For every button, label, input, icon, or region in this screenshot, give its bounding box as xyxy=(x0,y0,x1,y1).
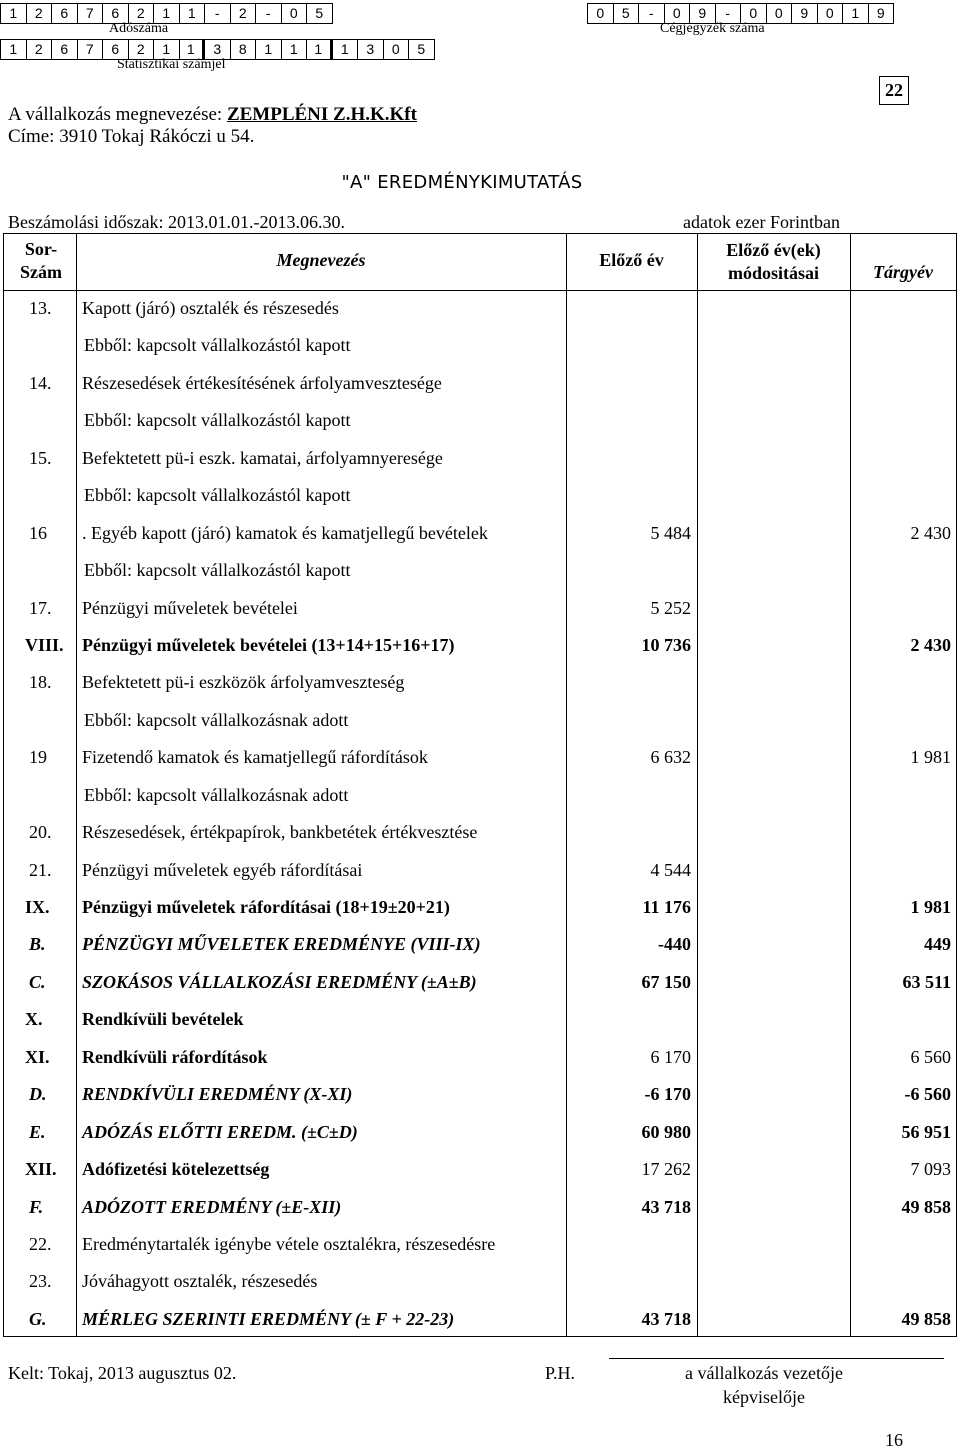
row-name: Ebből: kapcsolt vállalkozástól kapott xyxy=(84,335,351,356)
row-number: 16 xyxy=(29,522,47,543)
table-row xyxy=(3,964,957,1001)
header-previous-year-modifications: Előző év(ek) módositásai xyxy=(726,240,821,283)
row-name: Részesedések, értékpapírok, bankbetétek értékvesztése xyxy=(82,822,478,843)
digit-box: 1 xyxy=(307,40,333,59)
row-name: Kapott (járó) osztalék és részesedés xyxy=(82,298,339,318)
row-name: Ebből: kapcsolt vállalkozástól kapott xyxy=(84,410,351,431)
signer-title: a vállalkozás vezetője képviselője xyxy=(685,1363,843,1407)
table-row xyxy=(3,290,957,327)
row-number: E. xyxy=(29,1121,46,1142)
digit-box: 7 xyxy=(78,4,104,23)
table-row xyxy=(3,1301,957,1338)
current-year-value: 7 093 xyxy=(910,1159,951,1180)
previous-year-value: 6 632 xyxy=(650,747,691,768)
digit-box: 1 xyxy=(1,4,27,23)
previous-year-value: 67 150 xyxy=(641,971,691,992)
digit-box: 9 xyxy=(869,4,895,23)
digit-box: - xyxy=(205,4,231,23)
current-year-value: 6 560 xyxy=(910,1046,951,1067)
row-number: G. xyxy=(29,1308,47,1329)
row-name: ADÓZÁS ELŐTTI EREDM. (±C±D) xyxy=(82,1121,358,1142)
table-row xyxy=(3,1189,957,1226)
row-name: Pénzügyi műveletek egyéb ráfordításai xyxy=(82,859,363,880)
company-name-label: A vállalkozás megnevezése: xyxy=(8,104,223,125)
row-name: RENDKÍVÜLI EREDMÉNY (X-XI) xyxy=(82,1084,353,1105)
table-row xyxy=(3,1114,957,1151)
current-year-value: 63 511 xyxy=(902,971,951,992)
digit-box: 0 xyxy=(818,4,844,23)
row-name: Befektetett pü-i eszk. kamatai, árfolyamnyeresége xyxy=(82,447,443,468)
row-number: 23. xyxy=(29,1271,52,1292)
digit-box: 1 xyxy=(154,40,180,59)
company-register-caption: Cégjegyzék száma xyxy=(660,21,765,36)
digit-box: 1 xyxy=(333,40,359,59)
row-name: PÉNZÜGYI MŰVELETEK EREDMÉNYE (VIII-IX) xyxy=(82,934,481,955)
row-name: Adófizetési kötelezettség xyxy=(82,1159,270,1180)
stamp-placeholder: P.H. xyxy=(545,1363,576,1383)
digit-box: 9 xyxy=(792,4,818,23)
table-row xyxy=(3,1039,957,1076)
table-row xyxy=(3,365,957,402)
row-name: MÉRLEG SZERINTI EREDMÉNY (± F + 22-23) xyxy=(82,1308,455,1329)
row-number: 13. xyxy=(29,298,52,318)
digit-box: 3 xyxy=(205,40,231,59)
digit-box: 5 xyxy=(307,4,333,23)
row-number: B. xyxy=(29,934,46,955)
row-name: Befektetett pü-i eszközök árfolyamveszteség xyxy=(82,672,405,693)
digit-box: 0 xyxy=(767,4,793,23)
page-box: 22 xyxy=(879,76,909,105)
previous-year-value: 10 736 xyxy=(641,634,691,655)
row-name: Részesedések értékesítésének árfolyamvesztesége xyxy=(82,372,442,393)
row-number: IX. xyxy=(25,897,50,918)
row-name: SZOKÁSOS VÁLLALKOZÁSI EREDMÉNY (±A±B) xyxy=(82,971,477,992)
digit-box: 2 xyxy=(129,40,155,59)
company-name-value: ZEMPLÉNI Z.H.K.Kft xyxy=(226,104,417,125)
digit-box: 6 xyxy=(52,4,78,23)
row-number: 19 xyxy=(29,747,47,768)
previous-year-value: 4 544 xyxy=(650,859,691,880)
digit-box: - xyxy=(256,4,282,23)
row-number: 15. xyxy=(29,447,52,468)
current-year-value: 49 858 xyxy=(901,1196,951,1217)
table-row xyxy=(3,739,957,776)
row-name: Pénzügyi műveletek ráfordításai (18+19±20+21) xyxy=(82,897,450,918)
digit-box: - xyxy=(639,4,665,23)
tax-number-caption: Adószáma xyxy=(109,21,169,36)
previous-year-value: 60 980 xyxy=(641,1121,691,1142)
digit-box: 5 xyxy=(409,40,435,59)
digit-box: 1 xyxy=(180,4,206,23)
digit-box: 5 xyxy=(614,4,640,23)
table-row xyxy=(3,627,957,664)
table-row xyxy=(3,552,957,589)
table-row xyxy=(3,777,957,814)
table-row xyxy=(3,515,957,552)
table-row xyxy=(3,590,957,627)
unit-note: adatok ezer Forintban xyxy=(683,212,840,232)
previous-year-value: 11 176 xyxy=(642,897,691,918)
digit-box: 9 xyxy=(690,4,716,23)
table-row xyxy=(3,440,957,477)
digit-box: 0 xyxy=(665,4,691,23)
row-name: Jóváhagyott osztalék, részesedés xyxy=(82,1271,318,1292)
reporting-period: Beszámolási időszak: 2013.01.01.-2013.06.30. xyxy=(8,212,345,232)
table-row xyxy=(3,1263,957,1300)
row-number: XI. xyxy=(25,1046,50,1067)
header-current-year: Tárgyév xyxy=(873,262,933,282)
table-row xyxy=(3,477,957,514)
digit-box: 0 xyxy=(588,4,614,23)
current-year-value: 49 858 xyxy=(901,1308,951,1329)
digit-box: 0 xyxy=(741,4,767,23)
row-number: 18. xyxy=(29,672,52,693)
digit-box: 1 xyxy=(843,4,869,23)
header-previous-year: Előző év xyxy=(599,250,664,270)
row-number: XII. xyxy=(25,1159,57,1180)
current-year-value: 1 981 xyxy=(910,897,951,918)
row-number: VIII. xyxy=(25,634,64,655)
row-name: . Egyéb kapott (járó) kamatok és kamatjellegű bevételek xyxy=(82,522,488,543)
digit-box: 0 xyxy=(384,40,410,59)
digit-box: - xyxy=(716,4,742,23)
digit-box: 1 xyxy=(282,40,308,59)
table-row xyxy=(3,852,957,889)
previous-year-value: 6 170 xyxy=(650,1046,691,1067)
digit-box: 1 xyxy=(154,4,180,23)
current-year-value: 2 430 xyxy=(910,522,951,543)
digit-box: 1 xyxy=(1,40,27,59)
previous-year-value: -440 xyxy=(658,934,691,955)
row-name: Fizetendő kamatok és kamatjellegű ráfordítások xyxy=(82,747,428,768)
previous-year-value: -6 170 xyxy=(644,1084,691,1105)
row-name: Eredménytartalék igénybe vétele osztalékra, részesedésre xyxy=(82,1234,496,1254)
row-name: Rendkívüli bevételek xyxy=(82,1009,244,1030)
row-name: Ebből: kapcsolt vállalkozástól kapott xyxy=(84,485,351,506)
row-name: Ebből: kapcsolt vállalkozásnak adott xyxy=(84,784,349,805)
place-and-date: Kelt: Tokaj, 2013 augusztus 02. xyxy=(8,1363,237,1383)
current-year-value: 1 981 xyxy=(910,747,951,768)
row-number: D. xyxy=(29,1084,47,1105)
header-name: Megnevezés xyxy=(276,250,366,270)
digit-box: 1 xyxy=(256,40,282,59)
row-number: 22. xyxy=(29,1234,52,1254)
row-number: C. xyxy=(29,971,46,992)
row-name: Pénzügyi műveletek bevételei (13+14+15+16+17) xyxy=(82,634,455,655)
table-row xyxy=(3,1076,957,1113)
row-number: X. xyxy=(25,1009,43,1030)
previous-year-value: 43 718 xyxy=(641,1308,691,1329)
table-row xyxy=(3,402,957,439)
table-row xyxy=(3,327,957,364)
document-title: "A" EREDMÉNYKIMUTATÁS xyxy=(341,172,583,193)
company-name-line xyxy=(8,104,417,126)
digit-box: 6 xyxy=(52,40,78,59)
current-year-value: 2 430 xyxy=(910,634,951,655)
digit-box: 2 xyxy=(27,40,53,59)
digit-box: 2 xyxy=(129,4,155,23)
row-number: 20. xyxy=(29,822,52,843)
table-row xyxy=(3,889,957,926)
table-row xyxy=(3,926,957,963)
row-name: Pénzügyi műveletek bevételei xyxy=(82,597,298,618)
current-year-value: 56 951 xyxy=(901,1121,951,1142)
digit-box: 6 xyxy=(103,40,129,59)
row-name: Rendkívüli ráfordítások xyxy=(82,1046,268,1067)
current-year-value: 449 xyxy=(924,934,951,955)
digit-box: 6 xyxy=(103,4,129,23)
header-row-number: Sor- Szám xyxy=(20,239,62,282)
previous-year-value: 5 484 xyxy=(650,522,691,543)
table-row xyxy=(3,1226,957,1263)
row-number: 14. xyxy=(29,372,52,393)
row-name: Ebből: kapcsolt vállalkozásnak adott xyxy=(84,709,349,730)
signature-line xyxy=(609,1358,944,1359)
table-row xyxy=(3,1151,957,1188)
digit-box: 7 xyxy=(78,40,104,59)
current-year-value: -6 560 xyxy=(904,1084,951,1105)
digit-box: 2 xyxy=(27,4,53,23)
digit-box: 8 xyxy=(231,40,257,59)
digit-box: 1 xyxy=(180,40,206,59)
row-number: 17. xyxy=(29,597,52,618)
row-number: 21. xyxy=(29,859,52,880)
income-statement-table xyxy=(3,233,957,1337)
previous-year-value: 17 262 xyxy=(641,1159,691,1180)
previous-year-value: 5 252 xyxy=(650,597,691,618)
digit-box: 2 xyxy=(231,4,257,23)
table-row xyxy=(3,664,957,701)
digit-box: 0 xyxy=(282,4,308,23)
statistical-number-caption: Statisztikai számjel xyxy=(117,57,226,72)
company-address: Címe: 3910 Tokaj Rákóczi u 54. xyxy=(8,126,255,147)
table-row xyxy=(3,1001,957,1038)
digit-box: 3 xyxy=(358,40,384,59)
previous-year-value: 43 718 xyxy=(641,1196,691,1217)
row-number: F. xyxy=(29,1196,44,1217)
table-row xyxy=(3,702,957,739)
page-number: 16 xyxy=(885,1430,903,1450)
table-row xyxy=(3,814,957,851)
row-name: Ebből: kapcsolt vállalkozástól kapott xyxy=(84,560,351,581)
row-name: ADÓZOTT EREDMÉNY (±E-XII) xyxy=(82,1196,342,1217)
